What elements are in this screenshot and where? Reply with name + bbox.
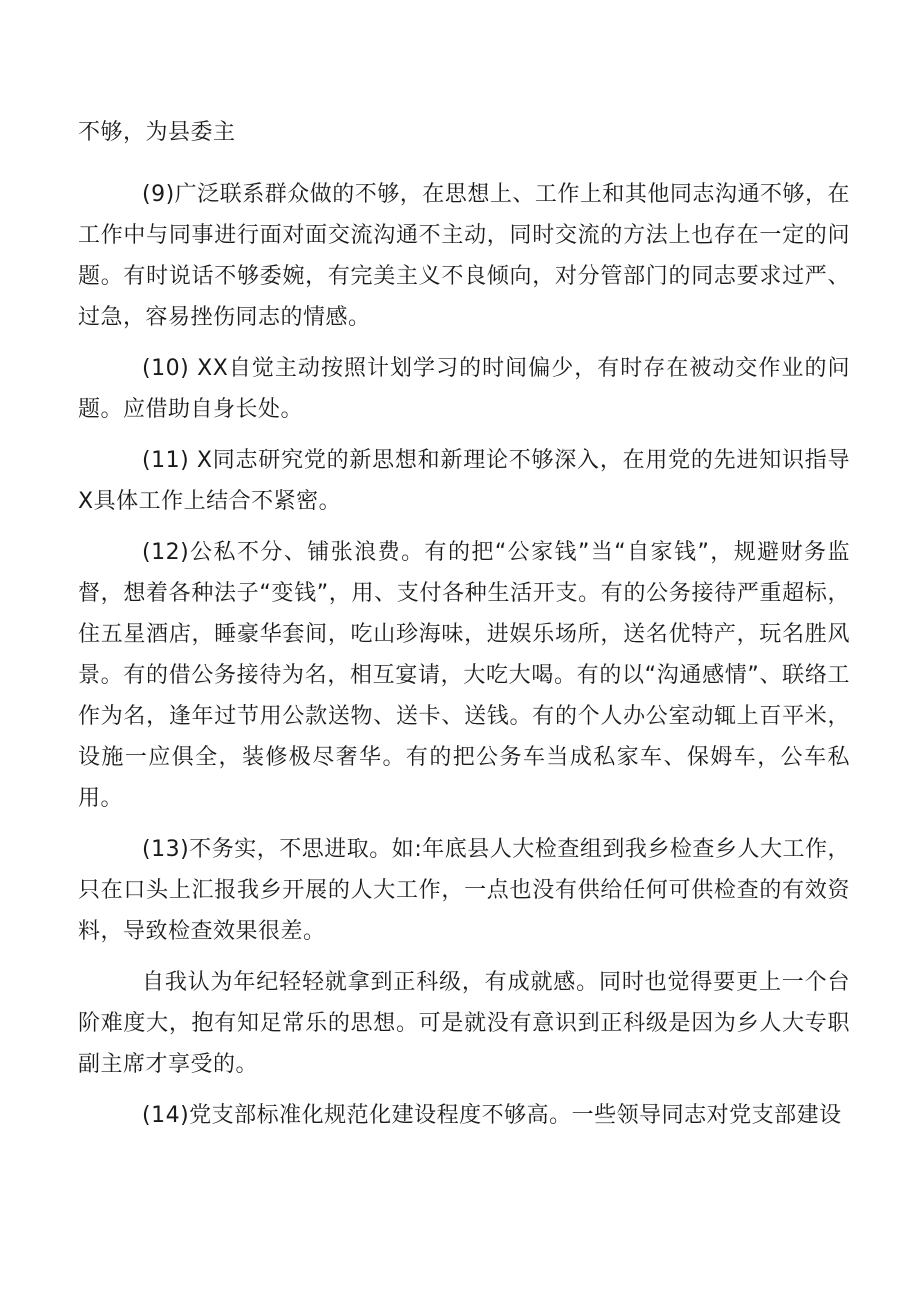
paragraph-item-14: (14)党支部标准化规范化建设程度不够高。一些领导同志对党支部建设 <box>142 1103 842 1128</box>
document-page <box>78 112 850 1136</box>
paragraph-item-10: (10) XX自觉主动按照计划学习的时间偏少，有时存在被动交作业的问题。应借助自身长处。 <box>78 356 850 422</box>
paragraph-item-12: (12)公私不分、铺张浪费。有的把“公家钱”当“自家钱”，规避财务监督，想着各种法子“变钱”，用、支付各种生活开支。有的公务接待严重超标，住五星酒店，睡豪华套间，吃山珍海味，进娱乐场所，送名优特产，玩名胜风景。有的借公务接待为名，相互宴请，大吃大喝。有的以“沟通感情”、联络工作为名，逢年过节用公款送物、送卡、送钱。有的个人办公室动辄上百平米，设施一应俱全，装修极尽奢华。有的把公务车当成私家车、保姆车，公车私用。 <box>78 540 850 811</box>
paragraph-item-9: (9)广泛联系群众做的不够，在思想上、工作上和其他同志沟通不够，在工作中与同事进行面对面交流沟通不主动，同时交流的方法上也存在一定的问题。有时说话不够委婉，有完美主义不良倾向，对分管部门的同志要求过严、过急，容易挫伤同志的情感。 <box>78 182 850 330</box>
paragraph-self-assessment: 自我认为年纪轻轻就拿到正科级，有成就感。同时也觉得要更上一个台阶难度大，抱有知足常乐的思想。可是就没有意识到正科级是因为乡人大专职副主席才享受的。 <box>78 970 850 1077</box>
paragraph-item-11: (11) X同志研究党的新思想和新理论不够深入，在用党的先进知识指导X具体工作上结合不紧密。 <box>78 448 850 514</box>
paragraph-continuation: 不够，为县委主 <box>78 120 236 145</box>
paragraph-item-13: (13)不务实，不思进取。如:年底县人大检查组到我乡检查乡人大工作，只在口头上汇报我乡开展的人大工作，一点也没有供给任何可供检查的有效资料，导致检查效果很差。 <box>78 837 850 944</box>
